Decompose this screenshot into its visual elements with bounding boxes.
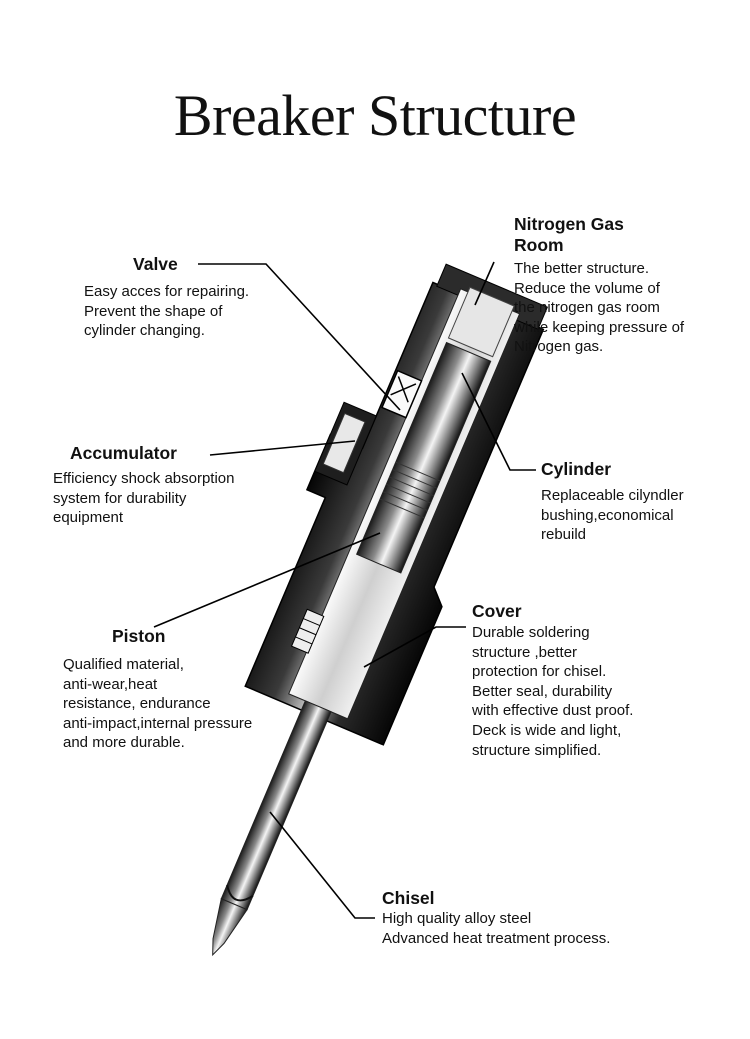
accumulator-description [53,469,235,528]
nitrogen-title-line: Nitrogen Gas [514,214,624,234]
valve-description [84,282,249,341]
chisel-tip [200,899,247,961]
valve-line: Prevent the shape of [84,302,223,320]
cover-line: structure simplified. [472,741,602,759]
piston-line: anti-wear,heat [63,675,158,693]
chisel-line: High quality alloy steel [382,910,532,927]
chisel-leader [270,812,375,918]
valve-line: Easy acces for repairing. [84,283,250,300]
nitrogen-line: Reduce the volume of [514,279,660,297]
cover-line: protection for chisel. [472,663,607,681]
valve-title: Valve [133,254,178,274]
valve-line: cylinder changing. [84,322,205,340]
nitrogen-line: the nitrogen gas room [514,299,660,317]
nitrogen-label [514,214,624,256]
chisel-line: Advanced heat treatment process. [382,929,611,947]
piston-title: Piston [112,626,166,646]
piston-line: and more durable. [63,734,185,752]
cover-line: Durable soldering [472,624,590,641]
cylinder-line: Replaceable cilyndler [541,487,684,504]
diagram-title: Breaker Structure [173,83,577,148]
valve-label [133,254,178,275]
nitrogen-line: Nitrogen gas. [514,338,604,356]
accumulator-line: Efficiency shock absorption [53,470,235,487]
cover-description [472,623,633,760]
piston-line: anti-impact,internal pressure [63,714,253,732]
cylinder-description [541,486,684,545]
nitrogen-line: The better structure. [514,260,650,277]
accumulator-line: system for durability [53,489,187,507]
cover-label [472,601,522,622]
chisel-description [382,909,610,948]
nitrogen-line: while keeping pressure of [514,318,685,336]
accumulator-label [70,443,177,464]
cover-line: structure ,better [472,643,578,661]
chisel-title: Chisel [382,888,435,908]
piston-description [63,655,252,753]
piston-line: Qualified material, [63,656,184,673]
cover-title: Cover [472,601,522,621]
accumulator-line: equipment [53,509,124,527]
piston-line: resistance, endurance [63,695,211,713]
nitrogen-title-line: Room [514,235,564,255]
cylinder-label [541,459,611,480]
piston-label [112,626,165,647]
accumulator-title: Accumulator [70,443,177,463]
cover-line: Better seal, durability [472,682,613,700]
cylinder-title: Cylinder [541,459,612,479]
nitrogen-description [514,259,684,357]
cylinder-line: bushing,economical [541,506,674,524]
cover-line: Deck is wide and light, [472,721,622,739]
cylinder-line: rebuild [541,526,587,544]
chisel-label [382,888,435,909]
cover-line: with effective dust proof. [472,702,634,720]
